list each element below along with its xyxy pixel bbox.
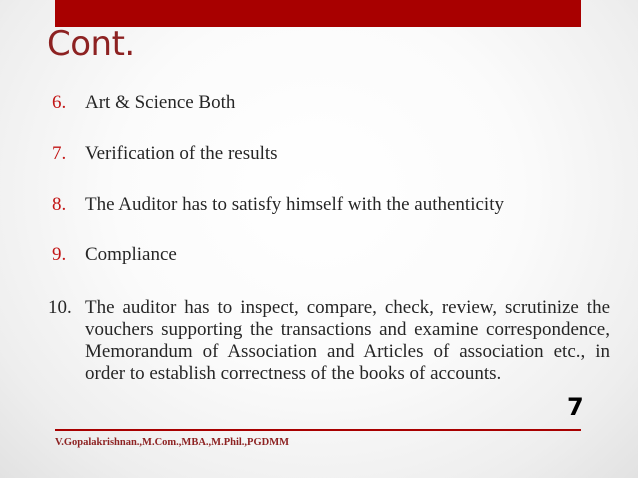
footer-author: V.Gopalakrishnan.,M.Com.,MBA.,M.Phil.,PGDMM xyxy=(55,437,290,448)
list-item-number: 9. xyxy=(52,244,67,265)
list-item-number: 6. xyxy=(52,92,67,113)
list-item-number: 7. xyxy=(52,143,67,164)
slide-title: Cont. xyxy=(47,24,135,64)
list-item-number: 8. xyxy=(52,194,67,215)
page-number: 7 xyxy=(567,393,584,421)
list-item-text: Verification of the results xyxy=(85,143,278,164)
list-item-text: Art & Science Both xyxy=(85,92,236,113)
top-accent-bar xyxy=(55,0,581,27)
footer-divider xyxy=(55,429,581,431)
list-item xyxy=(48,297,610,385)
list-item-text: The auditor has to inspect, compare, check, review, scrutinize the vouchers supporting the transactions and examine correspondence, Memorandum of Association and Articles of association etc., in order to establish correctness of the books of accounts. xyxy=(85,297,610,384)
list-item xyxy=(52,242,614,268)
list-item-number: 10. xyxy=(48,297,72,318)
list-item-text: The Auditor has to satisfy himself with the authenticity xyxy=(85,194,504,215)
list-item xyxy=(52,141,614,167)
list-item xyxy=(52,192,614,218)
list-item xyxy=(52,90,614,116)
list-item-text: Compliance xyxy=(85,244,177,265)
